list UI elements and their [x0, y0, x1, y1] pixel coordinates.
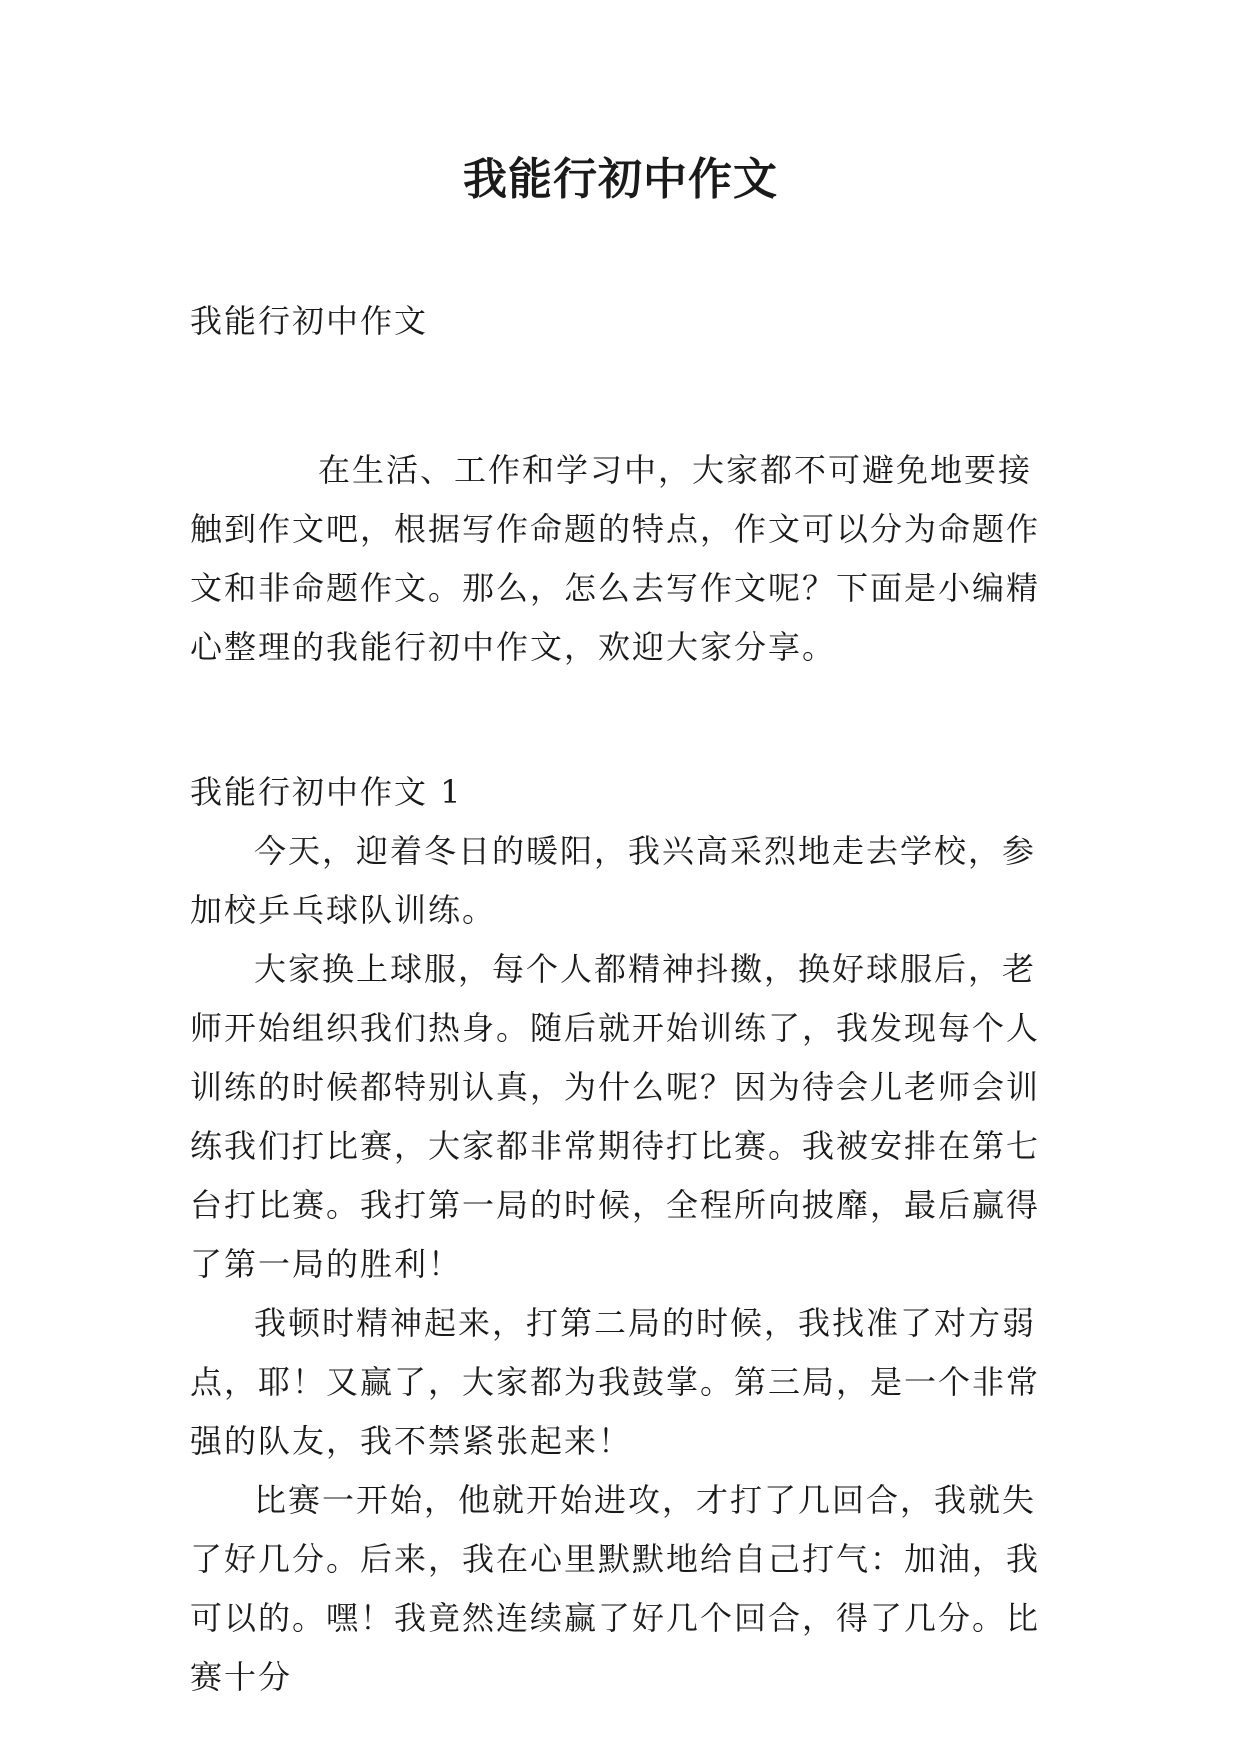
body-paragraph: 今天，迎着冬日的暖阳，我兴高采烈地走去学校，参加校乒乓球队训练。 — [190, 832, 1037, 929]
body-paragraph: 比赛一开始，他就开始进攻，才打了几回合，我就失了好几分。后来，我在心里默默地给自己打气：加油，我可以的。嘿！我竟然连续赢了好几个回合，得了几分。比赛十分 — [190, 1481, 1041, 1696]
section-heading: 我能行初中作文 1 — [190, 773, 463, 811]
intro-paragraph: 在生活、工作和学习中，大家都不可避免地要接触到作文吧，根据写作命题的特点，作文可以分为命题作文和非命题作文。那么，怎么去写作文呢？下面是小编精心整理的我能行初中作文，欢迎大家分享。 — [190, 451, 1041, 666]
spacer — [190, 351, 1060, 441]
body-paragraph: 我顿时精神起来，打第二局的时候，我找准了对方弱点，耶！又赢了，大家都为我鼓掌。第三局，是一个非常强的队友，我不禁紧张起来！ — [190, 1304, 1041, 1460]
essay-subtitle: 我能行初中作文 — [190, 302, 429, 340]
document-body — [190, 292, 1060, 1707]
spacer — [190, 677, 1060, 763]
body-paragraph: 大家换上球服，每个人都精神抖擞，换好球服后，老师开始组织我们热身。随后就开始训练了，我发现每个人训练的时候都特别认真，为什么呢？因为待会儿老师会训练我们打比赛，大家都非常期待打比赛。我被安排在第七台打比赛。我打第一局的时候，全程所向披靡，最后赢得了第一局的胜利！ — [190, 950, 1041, 1283]
document-title: 我能行初中作文 — [463, 154, 778, 205]
